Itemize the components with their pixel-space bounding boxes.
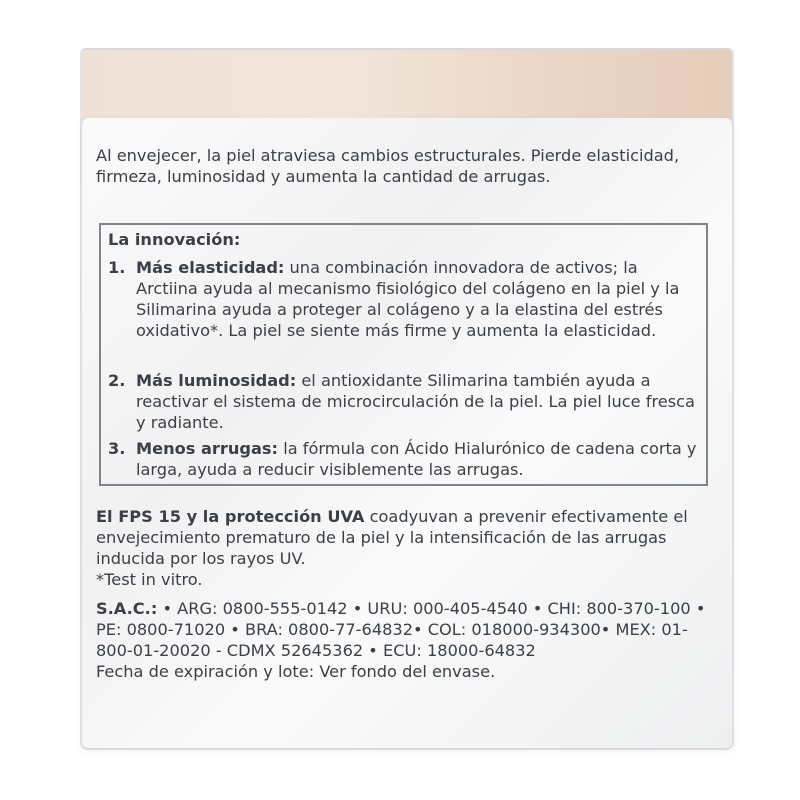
- item-heading: Más luminosidad:: [136, 371, 297, 390]
- item-body: una combinación innovadora de activos; la Arctiina ayuda al mecanismo fisiológico del colágeno en la piel y la Silimarina ayuda a proteger al colágeno y a la elastina del estrés oxidativo*. La piel se siente más firme y aumenta la elasticidad.: [136, 258, 680, 340]
- box-top-flap: [80, 48, 734, 126]
- item-number: 3.: [108, 439, 126, 458]
- innovation-item-2: [108, 370, 702, 433]
- fps-text: coadyuvan a prevenir efectivamente el envejecimiento prematuro de la piel y la intensificación de las arrugas inducida por los rayos UV.: [96, 507, 688, 568]
- item-text: [108, 370, 702, 433]
- item-number: 1.: [108, 258, 126, 277]
- innovation-item-3: [108, 438, 702, 480]
- item-heading: Más elasticidad:: [136, 258, 285, 277]
- sac-paragraph: [96, 598, 716, 661]
- item-heading: Menos arrugas:: [136, 439, 279, 458]
- item-text: [108, 257, 702, 341]
- post-innovation-block: [96, 506, 716, 682]
- intro-text: Al envejecer, la piel atraviesa cambios estructurales. Pierde elasticidad, firmeza, luminosidad y aumenta la cantidad de arrugas.: [96, 146, 680, 186]
- sac-text: • ARG: 0800-555-0142 • URU: 000-405-4540 • CHI: 800-370-100 • PE: 0800-71020 • BRA: 0800-77-64832• COL: 018000-934300• MEX: 01-800-01-20020 - CDMX 52645362 • ECU: 18000-64832: [96, 599, 706, 660]
- sac-label: S.A.C.:: [96, 599, 158, 618]
- expiration-text: Fecha de expiración y lote: Ver fondo del envase.: [96, 662, 496, 681]
- fps-paragraph: [96, 506, 716, 569]
- innovation-title: La innovación:: [108, 230, 241, 249]
- item-text: [108, 438, 702, 480]
- item-number: 2.: [108, 371, 126, 390]
- intro-block: [96, 145, 716, 187]
- fps-heading: El FPS 15 y la protección UVA: [96, 507, 365, 526]
- innovation-item-1: [108, 257, 702, 341]
- item-body: la fórmula con Ácido Hialurónico de cadena corta y larga, ayuda a reducir visiblemente las arrugas.: [136, 439, 697, 479]
- item-body: el antioxidante Silimarina también ayuda a reactivar el sistema de microcirculación de la piel. La piel luce fresca y radiante.: [136, 371, 695, 432]
- footnote: *Test in vitro.: [96, 570, 203, 589]
